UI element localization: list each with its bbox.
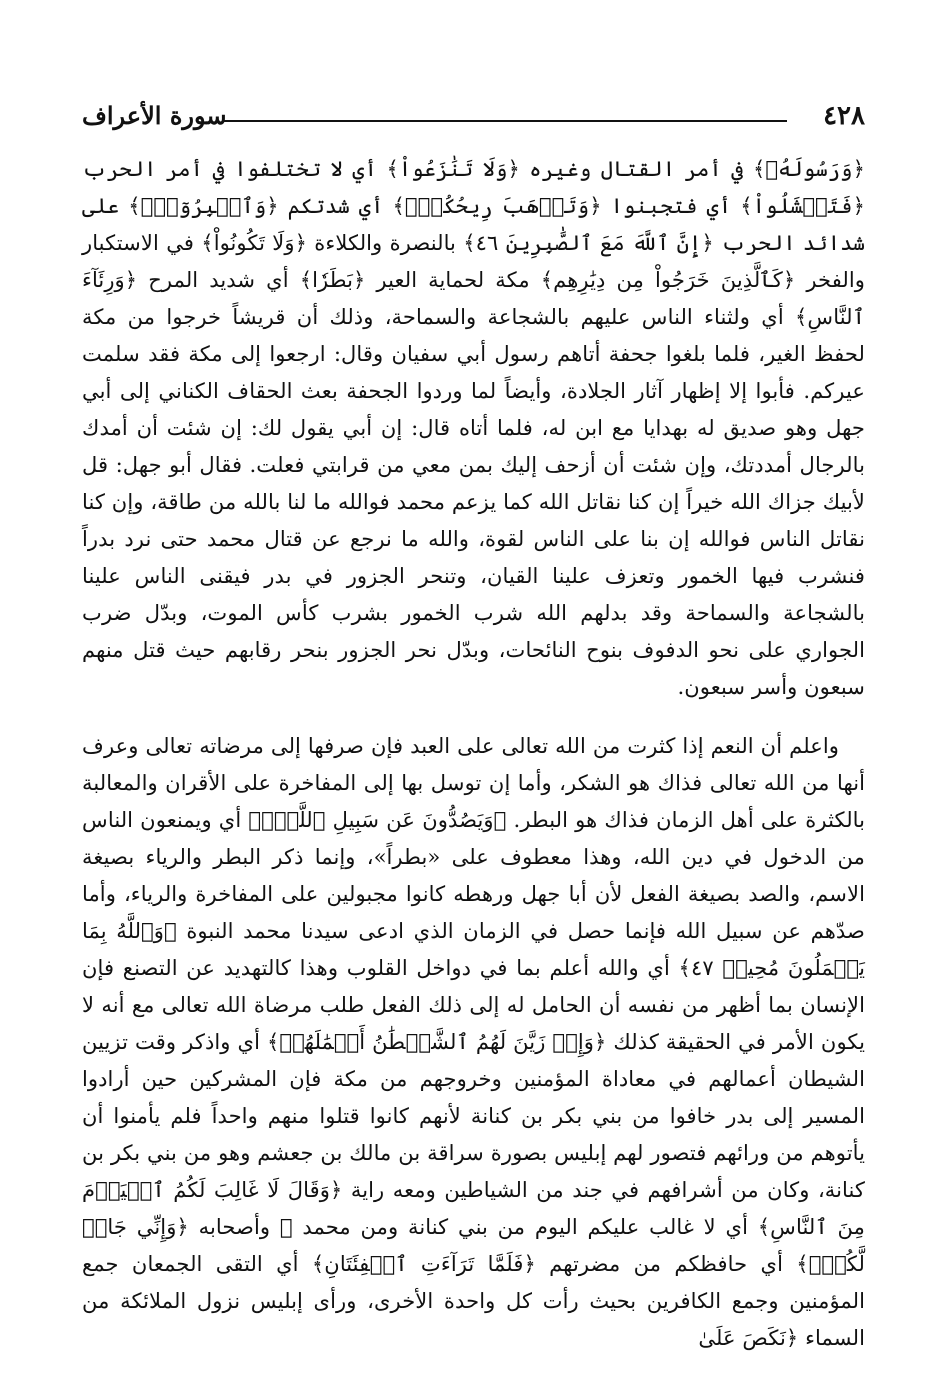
surah-title: سورة الأعراف [82, 101, 227, 130]
paragraph-1: ﴿وَرَسُولَهُۥ﴾ في أمر القتال وغيره ﴿وَلَا تَنَٰزَعُواْ﴾ أي لا تختلفوا في أمر الحرب ﴿فَتَفۡشَلُواْ﴾ أي فتجبنوا ﴿وَتَذۡهَبَ رِيحُكُمۡۖ﴾ أي شدتكم ﴿وَٱصۡبِرُوٓاْۚ﴾ على شدائد الحرب ﴿إِنَّ ٱللَّهَ مَعَ ٱلصَّٰبِرِينَ ٤٦﴾ بالنصرة والكلاءة ﴿وَلَا تَكُونُواْ﴾ في الاستكبار والفخر ﴿كَٱلَّذِينَ خَرَجُواْ مِن دِيَٰرِهِم﴾ مكة لحماية العير ﴿بَطَرٗا﴾ أي شديد المرح ﴿وَرِئَآءَ ٱلنَّاسِ﴾ أي ولثناء الناس عليهم بالشجاعة والسماحة، وذلك أن قريشاً خرجوا من مكة لحفظ الغير، فلما بلغوا جحفة أتاهم رسول أبي سفيان وقال: ارجعوا إلى مكة فقد سلمت عيركم. فأبوا إلا إظهار آثار الجلادة، وأيضاً لما وردوا الجحفة بعث الحقاف الكناني إلى أبي جهل وهو صديق له بهدايا مع ابن له، فلما أتاه قال: إن أبي يقول لك: إن شئت أن أمدك بالرجال أمددتك، وإن شئت أن أزحف إليك بمن معي من قرابتي فعلت. فقال أبو جهل: قل لأبيك جزاك الله خيراً إن كنا نقاتل الله كما يزعم محمد فوالله ما لنا بالله من طاقة، وإن كنا نقاتل الناس فوالله إن بنا على الناس لقوة، والله ما نرجع عن قتال محمد حتى نرد بدراً فنشرب فيها الخمور وتعزف علينا القيان، وتنحر الجزور في بدر فيقنى الناس علينا بالشجاعة والسماحة وقد بدلهم الله شرب الخمور بشرب كأس الموت، وبدّل ضرب الجواري على نحو الدفوف بنوح النائحات، وبدّل نحر الجزور بنحر رقابهم حيث قتل منهم سبعون وأسر سبعون. [82, 156, 865, 699]
commentary-text [82, 150, 865, 1356]
header-rule [224, 120, 787, 122]
page-number: ٤٢٨ [823, 101, 865, 131]
paragraph-2: واعلم أن النعم إذا كثرت من الله تعالى على العبد فإن صرفها إلى مرضاته تعالى وعرف أنها من الله تعالى فذاك هو الشكر، وأما إن توسل بها إلى المفاخرة على الأقران والمعالبة بالكثرة على أهل الزمان فذاك هو البطر. ﴿وَيَصُدُّونَ عَن سَبِيلِ ٱللَّهِۚ﴾ أي ويمنعون الناس من الدخول في دين الله، وهذا معطوف على «بطراً»، وإنما ذكر البطر والرياء بصيغة الاسم، والصد بصيغة الفعل لأن أبا جهل ورهطه كانوا مجبولين على المفاخرة والرياء، وأما صدّهم عن سبيل الله فإنما حصل في الزمان الذي ادعى سيدنا محمد النبوة ﴿وَٱللَّهُ بِمَا يَعۡمَلُونَ مُحِيطٞ ٤٧﴾ أي والله أعلم بما في دواخل القلوب وهذا كالتهديد عن التصنع فإن الإنسان بما أظهر من نفسه أن الحامل له إلى ذلك الفعل طلب مرضاة الله تعالى مع أنه لا يكون الأمر في الحقيقة كذلك ﴿وَإِذۡ زَيَّنَ لَهُمُ ٱلشَّيۡطَٰنُ أَعۡمَٰلَهُمۡ﴾ أي واذكر وقت تزيين الشيطان أعمالهم في معاداة المؤمنين وخروجهم من مكة فإن المشركين حين أرادوا المسير إلى بدر خافوا من بني بكر بن كنانة لأنهم كانوا قتلوا منهم واحداً فلم يأمنوا أن يأتوهم من ورائهم فتصور لهم إبليس بصورة سراقة بن مالك بن جعشم وهو من بني بكر بن كنانة، وكان من أشرافهم في جند من الشياطين ومعه راية ﴿وَقَالَ لَا غَالِبَ لَكُمُ ٱلۡيَوۡمَ مِنَ ٱلنَّاسِ﴾ أي لا غالب عليكم اليوم من بني كنانة ومن محمد ﷺ وأصحابه ﴿وَإِنِّي جَارٞ لَّكُمۡۖ﴾ أي حافظكم من مضرتهم ﴿فَلَمَّا تَرَآءَتِ ٱلۡفِئَتَانِ﴾ أي التقى الجمعان جمع المؤمنين وجمع الكافرين بحيث رأت كل واحدة الأخرى، ورأى إبليس نزول الملائكة من السماء ﴿نَكَصَ عَلَىٰ [82, 733, 866, 1350]
page-header [82, 96, 865, 136]
